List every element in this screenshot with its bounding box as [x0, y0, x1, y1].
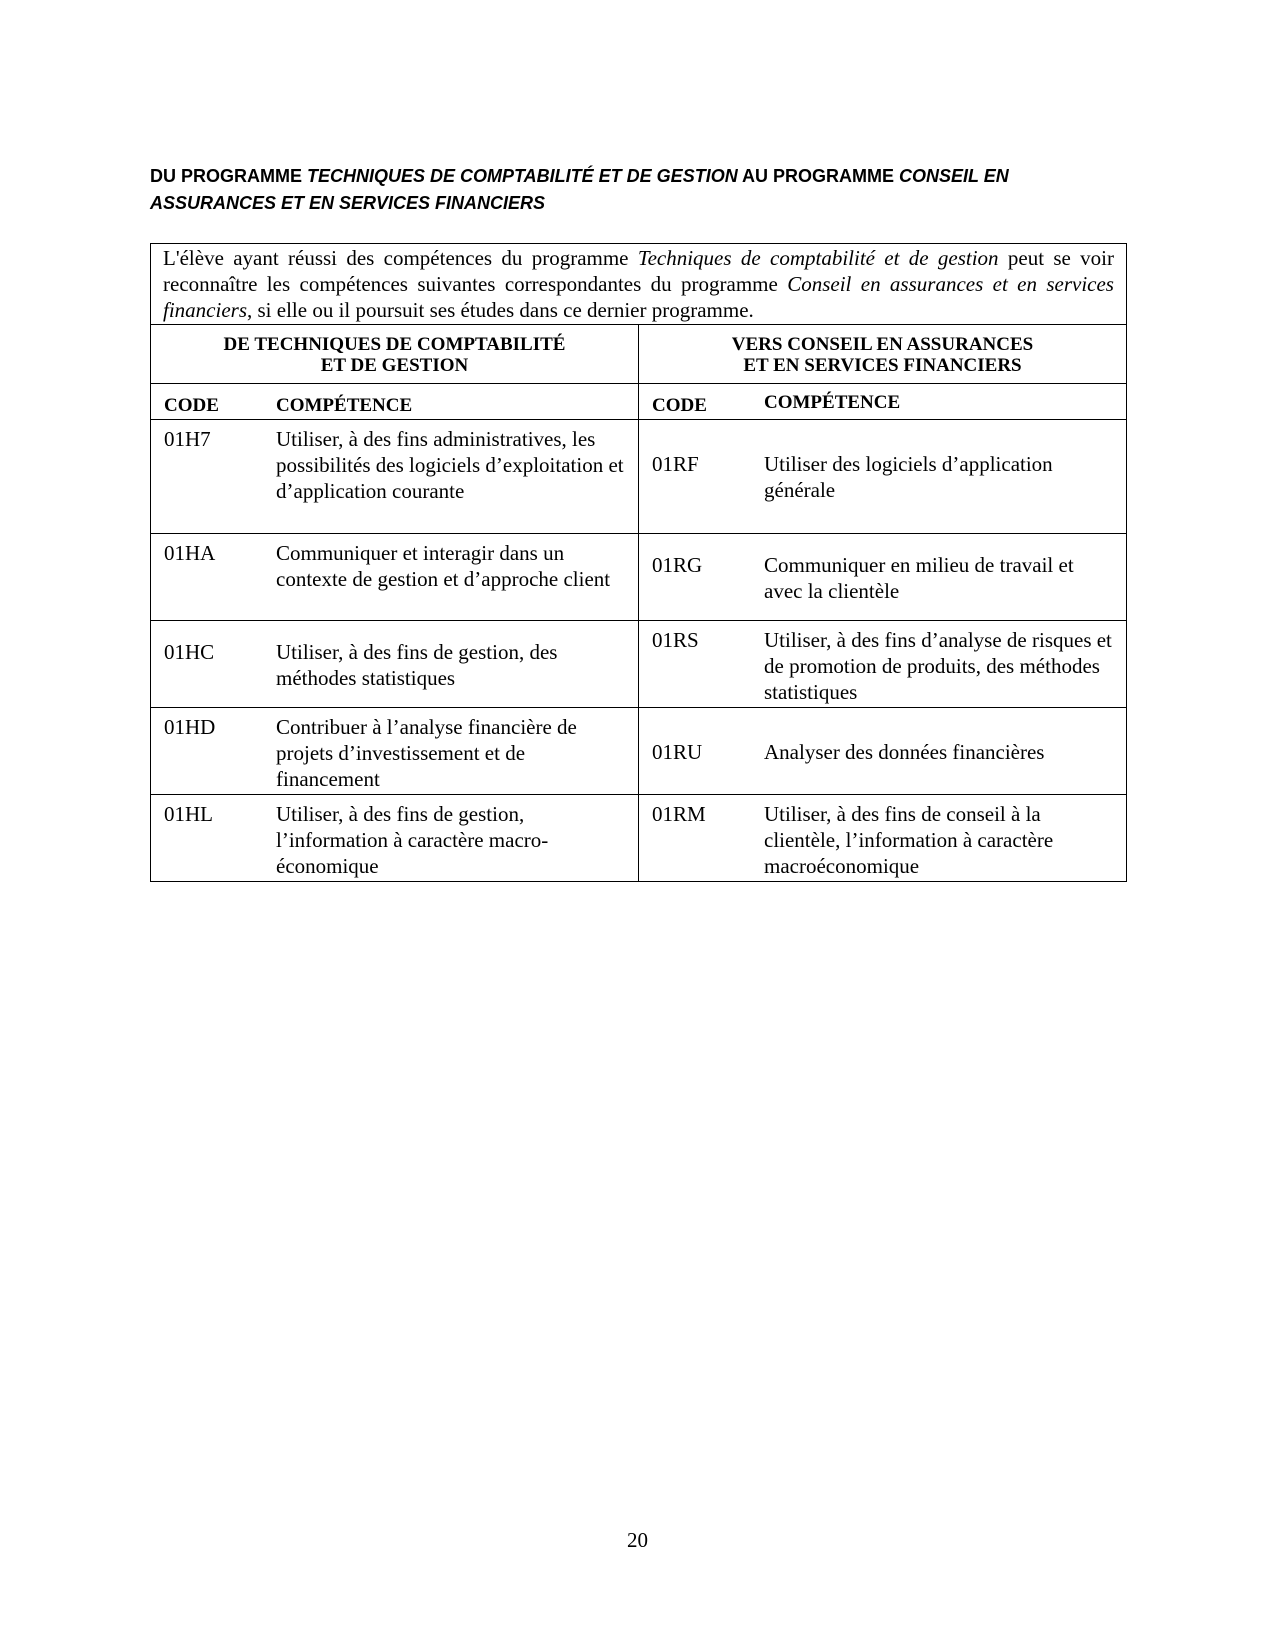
to-code: 01RM: [652, 802, 706, 826]
intro-text-2: Techniques de comptabilité et de gestion: [637, 246, 999, 270]
to-code: 01RF: [652, 452, 699, 476]
from-competence: Utiliser, à des fins de gestion, des méthodes statistiques: [276, 640, 558, 690]
competence-equivalence-table: [150, 243, 1127, 882]
group-from-line-2: ET DE GESTION: [320, 355, 469, 376]
heading-part-4: CONSEIL EN ASSURANCES ET EN SERVICES FINANCIERS: [150, 166, 1009, 213]
to-cell: [639, 621, 1127, 708]
to-cell: [639, 795, 1127, 882]
from-code: 01HL: [164, 802, 213, 826]
from-code: 01HA: [164, 541, 216, 565]
intro-text-1: L'élève ayant réussi des compétences du programme: [163, 246, 638, 270]
group-to-line-1: VERS CONSEIL EN ASSURANCES: [731, 334, 1034, 355]
col-competence-from: COMPÉTENCE: [276, 395, 413, 416]
intro-text-5: , si elle ou il poursuit ses études dans ce dernier programme.: [247, 298, 754, 322]
table-row: [151, 795, 1127, 882]
from-cell: [151, 534, 639, 621]
to-competence: Analyser des données financières: [764, 740, 1045, 764]
col-code-from: CODE: [164, 395, 219, 416]
from-code: 01HD: [164, 715, 216, 739]
intro-cell: [151, 244, 1127, 325]
from-competence: Utiliser, à des fins administratives, les possibilités des logiciels d’exploitation et d’application courante: [276, 427, 624, 503]
from-code: 01HC: [164, 640, 215, 664]
intro-text-3: peut se voir reconnaître les compétences suivantes correspondantes du programme: [163, 246, 1114, 296]
to-cell: [639, 420, 1127, 534]
group-header-from: [151, 325, 639, 384]
intro-text-4: Conseil en assurances et en services financiers: [163, 272, 1114, 322]
to-competence: Utiliser des logiciels d’application générale: [764, 452, 1053, 502]
group-header-to: [639, 325, 1127, 384]
column-headers-to: [639, 384, 1127, 420]
table-row: [151, 420, 1127, 534]
from-competence: Communiquer et interagir dans un contexte de gestion et d’approche client: [276, 541, 611, 591]
section-heading: [150, 163, 1110, 217]
from-competence: Utiliser, à des fins de gestion, l’information à caractère macro-économique: [276, 802, 549, 878]
table-row: [151, 708, 1127, 795]
heading-part-2: TECHNIQUES DE COMPTABILITÉ ET DE GESTION: [307, 166, 738, 186]
group-to-line-2: ET EN SERVICES FINANCIERS: [743, 355, 1022, 376]
heading-part-3: AU PROGRAMME: [737, 166, 900, 186]
col-code-to: CODE: [652, 395, 707, 416]
col-competence-to: COMPÉTENCE: [764, 392, 901, 413]
table-row: [151, 621, 1127, 708]
from-cell: [151, 621, 639, 708]
column-headers-from: [151, 384, 639, 420]
to-competence: Communiquer en milieu de travail et avec la clientèle: [764, 553, 1074, 603]
from-cell: [151, 708, 639, 795]
heading-part-1: DU PROGRAMME: [150, 166, 307, 186]
to-competence: Utiliser, à des fins d’analyse de risques et de promotion de produits, des méthodes statistiques: [764, 628, 1112, 704]
group-from-line-1: DE TECHNIQUES DE COMPTABILITÉ: [223, 334, 566, 355]
to-code: 01RG: [652, 553, 703, 577]
to-code: 01RS: [652, 628, 699, 652]
from-competence: Contribuer à l’analyse financière de projets d’investissement et de financement: [276, 715, 577, 791]
to-competence: Utiliser, à des fins de conseil à la clientèle, l’information à caractère macroéconomique: [764, 802, 1054, 878]
intro-paragraph: [163, 245, 1114, 323]
to-cell: [639, 708, 1127, 795]
from-code: 01H7: [164, 427, 211, 451]
page-number: 20: [627, 1528, 648, 1552]
to-code: 01RU: [652, 740, 703, 764]
from-cell: [151, 795, 639, 882]
from-cell: [151, 420, 639, 534]
